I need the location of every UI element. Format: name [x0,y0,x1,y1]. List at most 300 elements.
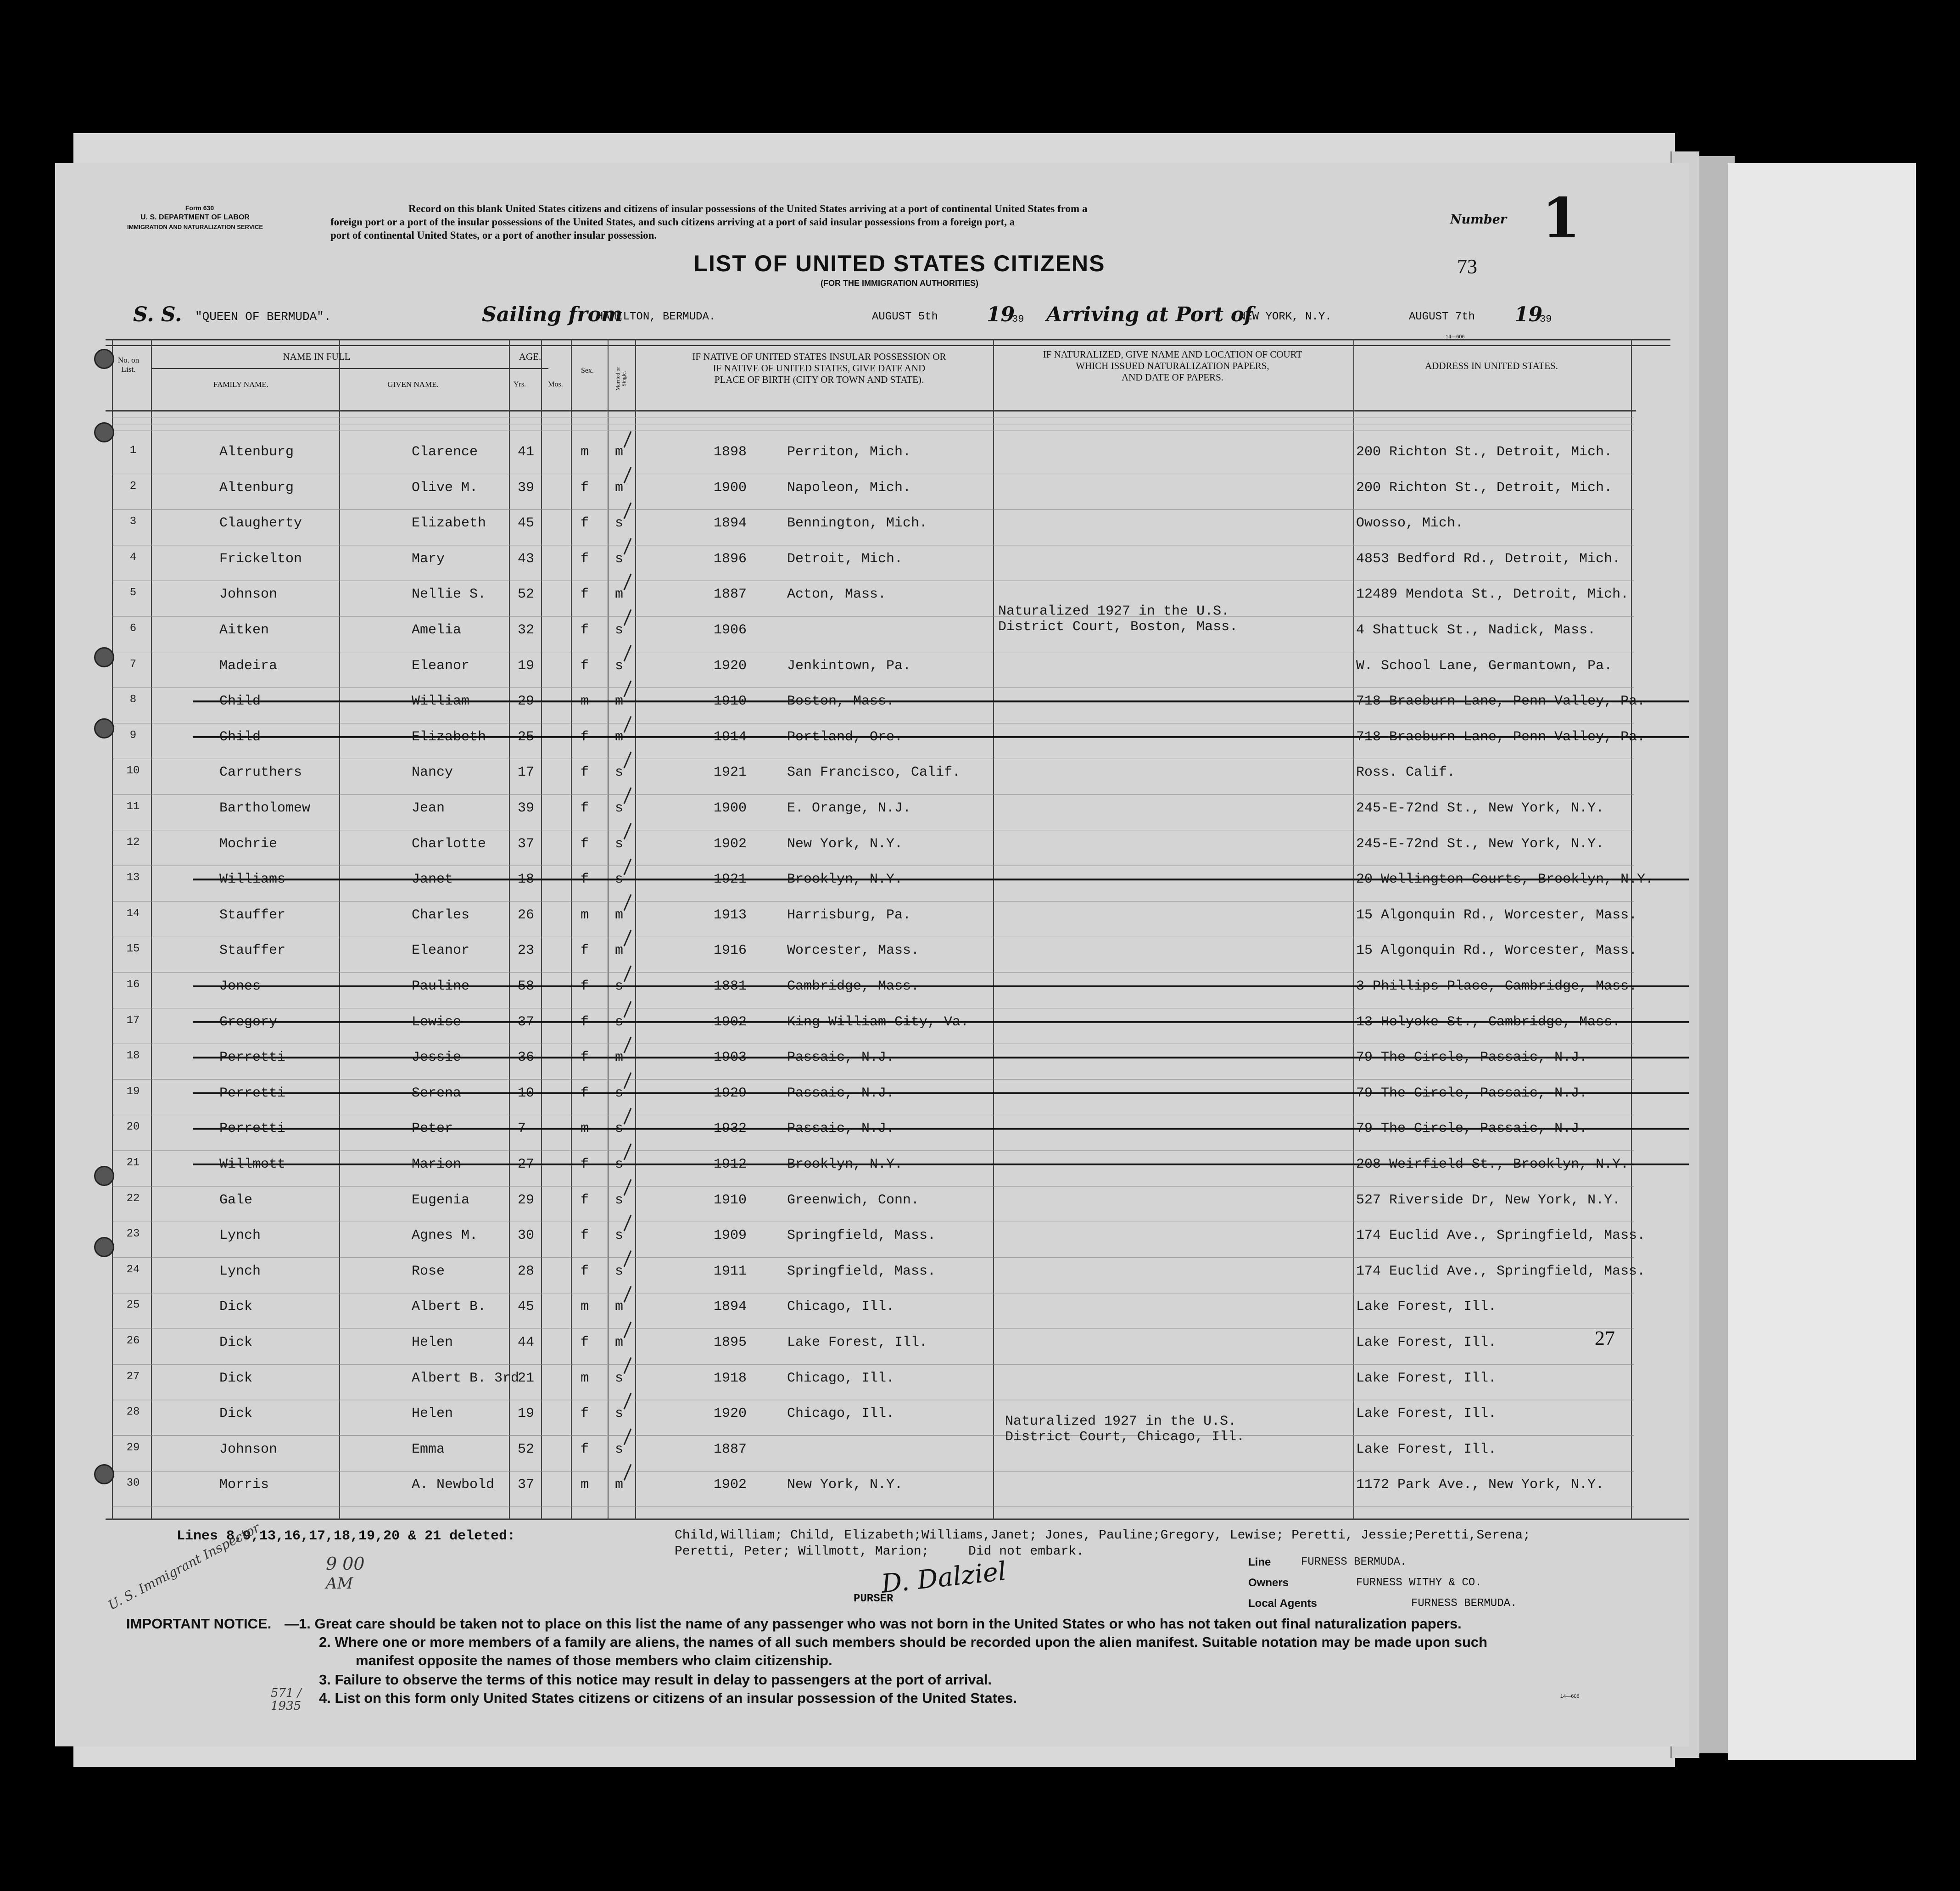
year-prefix-1: 19 [987,303,1015,326]
line-number: 9 [129,729,137,742]
address: 245-E-72nd St., New York, N.Y. [1356,836,1604,852]
family-name: Stauffer [219,907,286,923]
header-age: AGE. [519,351,542,362]
age-years: 41 [518,444,535,460]
line-number: 19 [126,1085,140,1098]
sex: f [581,836,589,852]
family-name: Dick [219,1299,253,1315]
adjacent-blank-sheet [1728,163,1916,1760]
check-mark [624,823,631,839]
sex: f [581,1441,589,1457]
department-name: U. S. DEPARTMENT OF LABOR [140,213,250,221]
sheet-number: 73 [1457,255,1477,278]
sex: f [581,1014,589,1030]
given-name: A. Newbold [412,1477,495,1493]
address: 200 Richton St., Detroit, Mich. [1356,480,1613,496]
given-name: William [412,694,470,710]
age-years: 28 [518,1263,535,1279]
header-birth-line-3: PLACE OF BIRTH (CITY OR TOWN AND STATE). [714,374,924,385]
age-years: 36 [518,1050,535,1066]
departure-year: 39 [1012,313,1024,325]
family-name: Dick [219,1406,253,1422]
birth-year: 1900 [714,480,747,496]
given-name: Olive M. [412,480,478,496]
birth-place: Detroit, Mich. [787,551,903,567]
arrival-port: NEW YORK, N.Y. [1239,311,1332,323]
sex: f [581,872,589,888]
line-number: 26 [126,1335,140,1347]
marital-status: m [615,1050,624,1066]
line-number: 7 [129,658,137,671]
given-name: Emma [412,1441,445,1457]
check-mark [624,1001,631,1018]
marital-status: m [615,1477,624,1493]
header-birth [638,351,1000,386]
line-number: 25 [126,1299,140,1312]
given-name: Eugenia [412,1192,470,1208]
birth-place: Passaic, N.J. [787,1085,895,1101]
address: 79 The Circle, Passaic, N.J. [1356,1121,1588,1137]
address: 4 Shattuck St., Nadick, Mass. [1356,622,1596,638]
family-name: Carruthers [219,765,302,781]
margin-note: 27 [1595,1327,1615,1349]
birth-year: 1902 [714,1014,747,1030]
given-name: Marion [412,1157,462,1172]
line-number: 13 [126,872,140,884]
address: 3 Phillips Place, Cambridge, Mass. [1356,979,1637,994]
birth-place: Cambridge, Mass. [787,979,920,994]
sex: m [581,907,589,923]
birth-year: 1932 [714,1121,747,1137]
given-name: Clarence [412,444,478,460]
birth-year: 1902 [714,1477,747,1493]
family-name: Aitken [219,622,269,638]
birth-year: 1911 [714,1263,747,1279]
header-naturalized [994,349,1351,383]
age-years: 37 [518,1014,535,1030]
birth-place: King William City, Va. [787,1014,969,1030]
header-family-name: FAMILY NAME. [213,380,269,389]
age-years: 39 [518,480,535,496]
check-mark [624,1464,631,1480]
notice-heading: IMPORTANT NOTICE. [126,1616,272,1632]
line-number: 12 [126,836,140,849]
birth-place: Harrisburg, Pa. [787,907,911,923]
nat-note-2-line-1: Naturalized 1927 in the U.S. [1005,1414,1237,1429]
check-mark [624,1393,631,1409]
line-number: 11 [126,800,140,813]
sex: f [581,1085,589,1101]
check-mark [624,431,631,448]
sex: f [581,800,589,816]
birth-year: 1914 [714,729,747,745]
birth-place: New York, N.Y. [787,836,903,852]
marital-status: m [615,729,624,745]
marital-status: s [615,1406,624,1422]
birth-place: Chicago, Ill. [787,1299,895,1315]
check-mark [624,1251,631,1267]
check-mark [624,716,631,733]
naturalization-note-2 [1005,1414,1245,1445]
age-years: 52 [518,587,535,603]
address: 174 Euclid Ave., Springfield, Mass. [1356,1228,1646,1244]
marital-status: m [615,1335,624,1350]
number-value: 1 [1542,186,1580,251]
marital-status: s [615,765,624,781]
age-years: 19 [518,1406,535,1422]
deletion-note-names-2: Peretti, Peter; Willmott, Marion; [675,1544,929,1559]
family-name: Willmott [219,1157,286,1172]
form-number: Form 630 [185,204,214,212]
sex: f [581,515,589,531]
birth-year: 1916 [714,943,747,959]
binder-hole [94,718,114,738]
line-number: 2 [129,480,137,492]
check-mark [624,645,631,661]
age-years: 39 [518,800,535,816]
birth-place: Chicago, Ill. [787,1406,895,1422]
birth-place: E. Orange, N.J. [787,800,911,816]
naturalization-note-1 [998,604,1238,635]
birth-year: 1920 [714,658,747,674]
birth-place: Springfield, Mass. [787,1228,936,1244]
given-name: Rose [412,1263,445,1279]
birth-year: 1921 [714,765,747,781]
line-number: 4 [129,551,137,564]
age-years: 37 [518,1477,535,1493]
sex: f [581,979,589,994]
check-mark [624,1429,631,1445]
birth-year: 1909 [714,1228,747,1244]
marital-status: s [615,1157,624,1172]
age-years: 29 [518,1192,535,1208]
sex: f [581,1050,589,1066]
header-no-on-list: No. on List. [117,356,140,374]
family-name: Mochrie [219,836,278,852]
binder-hole [94,349,114,369]
given-name: Jessie [412,1050,462,1066]
birth-place: New York, N.Y. [787,1477,903,1493]
given-name: Mary [412,551,445,567]
given-name: Albert B. [412,1299,486,1315]
sex: f [581,480,589,496]
marital-status: m [615,1299,624,1315]
line-number: 3 [129,515,137,528]
given-name: Pauline [412,979,470,994]
marital-status: m [615,694,624,710]
age-years: 26 [518,907,535,923]
address: 718 Braeburn Lane, Penn Valley, Pa. [1356,694,1646,710]
marital-status: s [615,979,624,994]
birth-year: 1903 [714,1050,747,1066]
check-mark [624,895,631,911]
address: Lake Forest, Ill. [1356,1299,1497,1315]
check-mark [624,930,631,946]
check-mark [624,752,631,768]
birth-year: 1902 [714,836,747,852]
marital-status: s [615,1370,624,1386]
stamp-time: 9 00 [326,1554,365,1574]
birth-place: Brooklyn, N.Y. [787,872,903,888]
birth-year: 1910 [714,694,747,710]
line-number: 21 [126,1157,140,1169]
margin-pencil: 571 / 1935 [271,1686,302,1713]
birth-place: Greenwich, Conn. [787,1192,920,1208]
birth-place: Napoleon, Mich. [787,480,911,496]
address: 12489 Mendota St., Detroit, Mich. [1356,587,1629,603]
birth-year: 1920 [714,1406,747,1422]
given-name: Nancy [412,765,453,781]
birth-year: 1913 [714,907,747,923]
check-mark [624,859,631,875]
service-name: IMMIGRATION AND NATURALIZATION SERVICE [127,224,263,230]
check-mark [624,1286,631,1302]
sex: f [581,587,589,603]
family-name: Morris [219,1477,269,1493]
check-mark [624,1180,631,1196]
sex: m [581,694,589,710]
given-name: Helen [412,1406,453,1422]
age-years: 52 [518,1441,535,1457]
binder-hole [94,1464,114,1484]
sex: f [581,943,589,959]
sex: f [581,1263,589,1279]
marital-status: m [615,587,624,603]
age-years: 58 [518,979,535,994]
age-years: 43 [518,551,535,567]
birth-year: 1929 [714,1085,747,1101]
line-number: 22 [126,1192,140,1205]
header-yrs: Yrs. [513,380,526,388]
address: Lake Forest, Ill. [1356,1441,1497,1457]
age-years: 32 [518,622,535,638]
sex: m [581,444,589,460]
given-name: Charles [412,907,470,923]
family-name: Bartholomew [219,800,311,816]
line-number: 8 [129,694,137,706]
marital-status: s [615,1121,624,1137]
given-name: Peter [412,1121,453,1137]
check-mark [624,1073,631,1089]
number-label: Number [1450,213,1507,227]
address: 79 The Circle, Passaic, N.J. [1356,1050,1588,1066]
family-name: Dick [219,1335,253,1350]
header-mos: Mos. [548,380,563,388]
birth-year: 1887 [714,1441,747,1457]
page-title: LIST OF UNITED STATES CITIZENS [693,251,1106,276]
marital-status: m [615,444,624,460]
marital-status: s [615,1263,624,1279]
marital-status: s [615,800,624,816]
age-years: 45 [518,1299,535,1315]
address: 13 Holyoke St., Cambridge, Mass. [1356,1014,1621,1030]
line-number: 20 [126,1121,140,1134]
notice-item-3: 3. Failure to observe the terms of this notice may result in delay to passengers at the port of arrival. [319,1672,992,1688]
notice-item-2-cont: manifest opposite the names of those members who claim citizenship. [356,1652,832,1668]
family-name: Child [219,729,261,745]
check-mark [624,1358,631,1374]
sex: f [581,1192,589,1208]
family-name: Perretti [219,1050,286,1066]
given-name: Janet [412,872,453,888]
check-mark [624,788,631,804]
birth-year: 1898 [714,444,747,460]
instructions-line-1: Record on this blank United States citizens and citizens of insular possessions of the United States arriving at a port of continental United States from a [408,203,1088,214]
given-name: Serena [412,1085,462,1101]
birth-year: 1910 [714,1192,747,1208]
birth-place: Bennington, Mich. [787,515,928,531]
age-years: 10 [518,1085,535,1101]
marital-status: s [615,515,624,531]
family-name: Perretti [219,1085,286,1101]
birth-place: Chicago, Ill. [787,1370,895,1386]
address: 20 Wellington Courts, Brooklyn, N.Y. [1356,872,1654,888]
line-number: 23 [126,1228,140,1241]
header-name-in-full: NAME IN FULL [283,351,351,362]
age-years: 18 [518,872,535,888]
address: 4853 Bedford Rd., Detroit, Mich. [1356,551,1621,567]
age-years: 23 [518,943,535,959]
line-number: 28 [126,1406,140,1419]
sex: f [581,729,589,745]
family-name: Williams [219,872,286,888]
birth-year: 1906 [714,622,747,638]
given-name: Eleanor [412,658,470,674]
arrival-date: AUGUST 7th [1409,311,1475,323]
line-number: 10 [126,765,140,778]
header-sex: Sex. [581,367,594,375]
birth-year: 1894 [714,515,747,531]
age-years: 45 [518,515,535,531]
sex: m [581,1121,589,1137]
header-married-single: Married or Single. [614,367,627,391]
age-years: 21 [518,1370,535,1386]
marital-status: m [615,943,624,959]
line-number: 1 [129,444,137,457]
did-not-embark: Did not embark. [968,1544,1084,1559]
family-name: Frickelton [219,551,302,567]
birth-place: Boston, Mass. [787,694,895,710]
given-name: Nellie S. [412,587,486,603]
instructions-line-3: port of continental United States, or a port of another insular possession. [330,229,657,241]
family-name: Jones [219,979,261,994]
header-address: ADDRESS IN UNITED STATES. [1425,360,1558,371]
address: 174 Euclid Ave., Springfield, Mass. [1356,1263,1646,1279]
line-number: 27 [126,1370,140,1383]
page-code: 14—606 [1446,334,1465,340]
binder-hole [94,647,114,667]
departure-date: AUGUST 5th [872,311,938,323]
nat-note-2-line-2: District Court, Chicago, Ill. [1005,1429,1245,1445]
birth-year: 1887 [714,587,747,603]
address: 15 Algonquin Rd., Worcester, Mass. [1356,907,1637,923]
family-name: Gale [219,1192,253,1208]
page-subtitle: (FOR THE IMMIGRATION AUTHORITIES) [821,279,978,288]
family-name: Perretti [219,1121,286,1137]
check-mark [624,1108,631,1124]
check-mark [624,681,631,697]
given-name: Elizabeth [412,515,486,531]
age-years: 19 [518,658,535,674]
binder-hole [94,1237,114,1257]
birth-year: 1894 [714,1299,747,1315]
birth-place: Lake Forest, Ill. [787,1335,928,1350]
given-name: Helen [412,1335,453,1350]
family-name: Child [219,694,261,710]
address: Lake Forest, Ill. [1356,1335,1497,1350]
address: 1172 Park Ave., New York, N.Y. [1356,1477,1604,1493]
line-number: 24 [126,1263,140,1276]
family-name: Madeira [219,658,278,674]
marital-status: s [615,1228,624,1244]
header-naturalized-line-2: WHICH ISSUED NATURALIZATION PAPERS, [1076,360,1269,371]
address: Lake Forest, Ill. [1356,1406,1497,1422]
check-mark [624,1215,631,1231]
given-name: Agnes M. [412,1228,478,1244]
header-naturalized-line-1: IF NATURALIZED, GIVE NAME AND LOCATION OF COURT [1043,349,1302,360]
family-name: Johnson [219,1441,278,1457]
line-number: 16 [126,979,140,991]
notice-item-2: 2. Where one or more members of a family are aliens, the names of all such members should be recorded upon the alien manifest. Suitable notation may be made upon such [319,1634,1488,1650]
binder-hole [94,1166,114,1186]
purser-label: PURSER [854,1593,893,1605]
bottom-code: 14—606 [1560,1694,1580,1699]
check-mark [624,503,631,519]
sex: f [581,551,589,567]
check-mark [624,574,631,590]
stamp-ampm: AM [326,1574,353,1593]
purser-signature: D. Dalziel [880,1556,1008,1600]
family-name: Dick [219,1370,253,1386]
address: 79 The Circle, Passaic, N.J. [1356,1085,1588,1101]
address: 208 Weirfield St., Brooklyn, N.Y. [1356,1157,1629,1172]
sex: m [581,1370,589,1386]
check-mark [624,1144,631,1160]
birth-place: Brooklyn, N.Y. [787,1157,903,1172]
age-years: 37 [518,836,535,852]
address: 245-E-72nd St., New York, N.Y. [1356,800,1604,816]
line-number: 18 [126,1050,140,1063]
family-name: Altenburg [219,480,294,496]
birth-place: San Francisco, Calif. [787,765,961,781]
owners-value: FURNESS WITHY & CO. [1356,1577,1482,1589]
instructions-line-2: foreign port or a port of the insular possessions of the United States, and such citizens arriving at a port of said insular possessions from a foreign port, a [330,216,1015,228]
address: Lake Forest, Ill. [1356,1370,1497,1386]
sex: f [581,1335,589,1350]
address: 200 Richton St., Detroit, Mich. [1356,444,1613,460]
deletion-note-label: Lines 8,9,13,16,17,18,19,20 & 21 deleted: [177,1528,516,1544]
marital-status: s [615,551,624,567]
sailing-from-label: Sailing from [482,303,623,326]
line-number: 5 [129,587,137,599]
year-prefix-2: 19 [1514,303,1543,326]
family-name: Stauffer [219,943,286,959]
notice-item-1: —1. Great care should be taken not to place on this list the name of any passenger who was not born in the United States or who has not taken out final naturalization papers. [285,1616,1462,1632]
given-name: Eleanor [412,943,470,959]
birth-year: 1881 [714,979,747,994]
departure-port: HAMILTON, BERMUDA. [597,311,716,323]
nat-note-1-line-2: District Court, Boston, Mass. [998,619,1238,635]
age-years: 30 [518,1228,535,1244]
family-name: Lynch [219,1263,261,1279]
header-birth-line-1: IF NATIVE OF UNITED STATES INSULAR POSSESSION OR [692,351,946,362]
family-name: Gregory [219,1014,278,1030]
sex: m [581,1477,589,1493]
check-mark [624,1037,631,1053]
given-name: Elizabeth [412,729,486,745]
address: Owosso, Mich. [1356,515,1464,531]
birth-place: Portland, Ore. [787,729,903,745]
